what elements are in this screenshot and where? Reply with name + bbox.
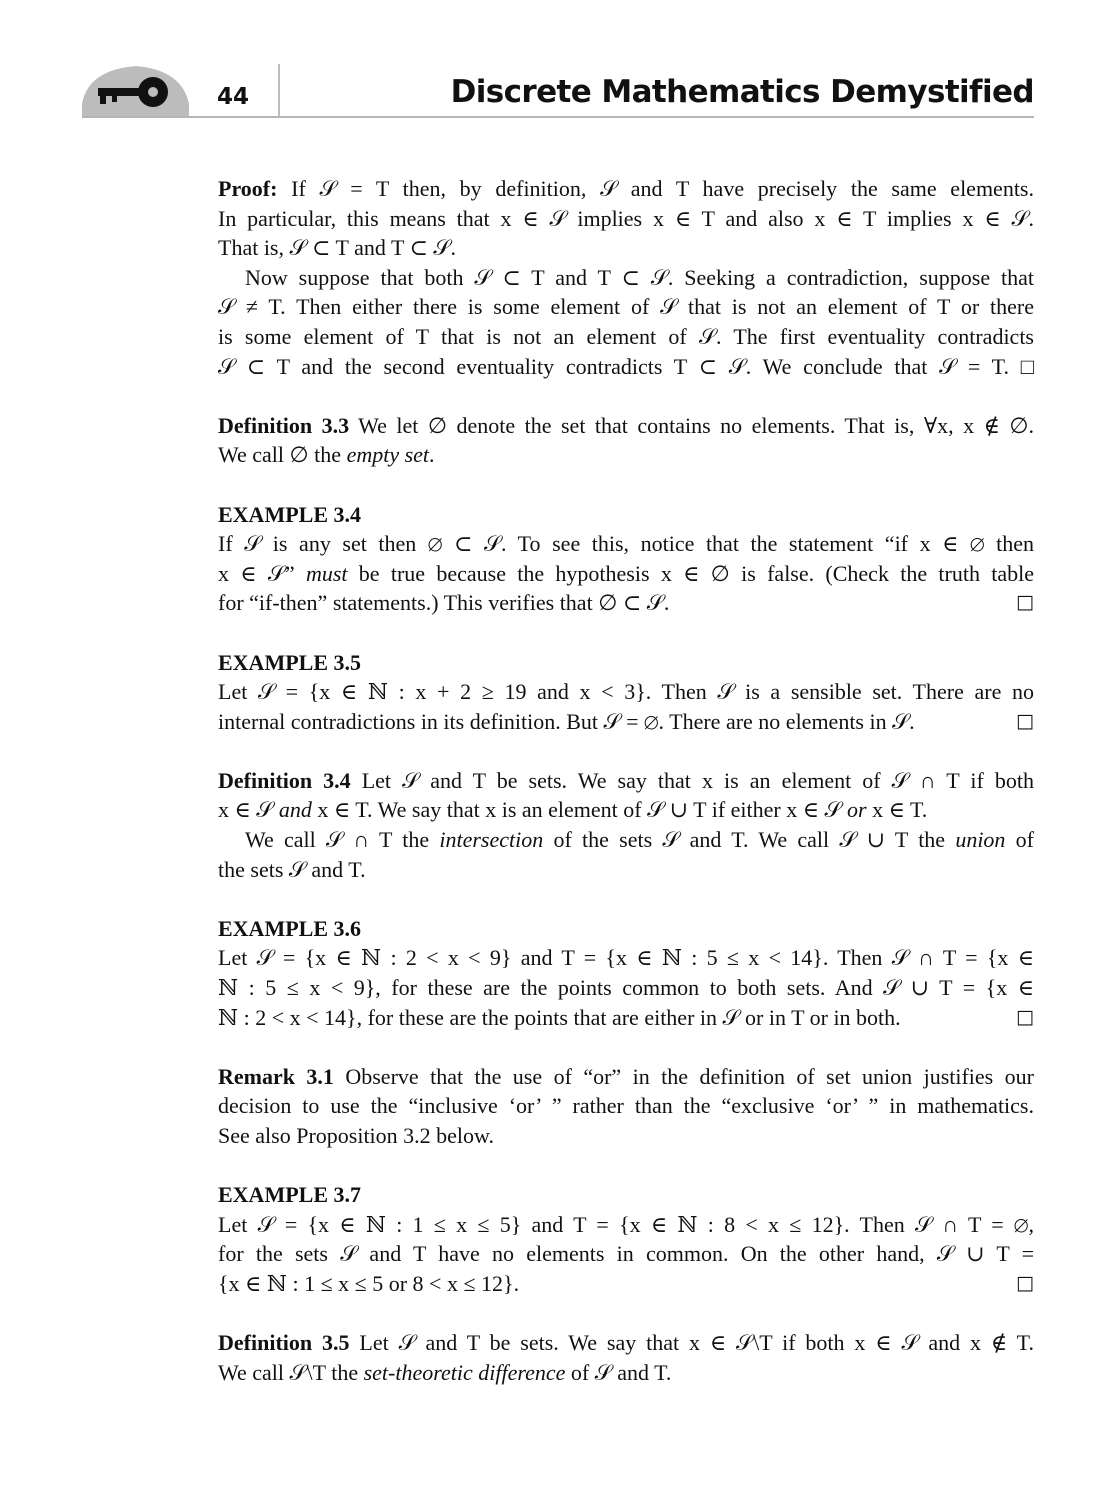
proof-line-3: That is, 𝒮 ⊂ T and T ⊂ 𝒮. <box>218 235 456 261</box>
definition-3-3-line-2: We call ∅ the empty set. <box>218 442 435 468</box>
example-3-6-heading: EXAMPLE 3.6 <box>218 915 361 941</box>
example-3-4-line-1: If 𝒮 is any set then ∅ ⊂ 𝒮. To see this, notice that the statement “if x ∈ ∅ then <box>218 531 1034 557</box>
term-empty-set: empty set <box>346 442 430 468</box>
example-3-5-heading: EXAMPLE 3.5 <box>218 649 361 675</box>
example-3-6-line-2: ℕ : 5 ≤ x < 9}, for these are the points common to both sets. And 𝒮 ∪ T = {x ∈ <box>218 975 1034 1001</box>
page-body <box>218 174 1034 1387</box>
qed-box: □ <box>1016 591 1034 614</box>
qed-box: □ <box>1016 1005 1034 1028</box>
remark-3-1-line-3: See also Proposition 3.2 below. <box>218 1123 494 1148</box>
running-header <box>82 64 1034 118</box>
example-3-7-heading: EXAMPLE 3.7 <box>218 1182 361 1208</box>
proof-line-1 <box>218 174 1034 204</box>
example-3-7-line-3: {x ∈ ℕ : 1 ≤ x ≤ 5 or 8 < x ≤ 12}. □ <box>218 1269 1034 1299</box>
proof-line-6: is some element of T that is not an element of 𝒮. The first eventuality contradicts <box>218 323 1034 349</box>
definition-3-4-line-3: We call 𝒮 ∩ T the intersection of the sets 𝒮 and T. We call 𝒮 ∪ T the union of <box>245 827 1034 853</box>
example-3-5-line-2: internal contradictions in its definition. But 𝒮 = ∅. There are no elements in 𝒮. □ <box>218 707 1034 737</box>
page-number: 44 <box>217 84 250 110</box>
definition-3-4-line-2: x ∈ 𝒮 and x ∈ T. We say that x is an element of 𝒮 ∪ T if either x ∈ 𝒮 or x ∈ T. <box>218 797 928 823</box>
example-3-6-line-1: Let 𝒮 = {x ∈ ℕ : 2 < x < 9} and T = {x ∈ ℕ : 5 ≤ x < 14}. Then 𝒮 ∩ T = {x ∈ <box>218 945 1034 971</box>
book-title: Discrete Mathematics Demystified <box>450 74 1034 110</box>
qed-box: □ <box>1016 709 1034 732</box>
definition-3-5-line-1: Definition 3.5 Let 𝒮 and T be sets. We say that x ∈ 𝒮\T if both x ∈ 𝒮 and x ∉ T. <box>218 1330 1034 1356</box>
proof-line-7: 𝒮 ⊂ T and the second eventuality contradicts T ⊂ 𝒮. We conclude that 𝒮 = T. □ <box>218 353 1034 379</box>
definition-3-3-line-1 <box>218 411 1034 441</box>
proof-label: Proof: <box>218 176 278 201</box>
definition-3-5-line-2: We call 𝒮\T the set-theoretic difference of 𝒮 and T. <box>218 1359 672 1385</box>
example-3-7-line-2: for the sets 𝒮 and T have no elements in common. On the other hand, 𝒮 ∪ T = <box>218 1241 1034 1267</box>
qed-box: □ <box>1016 1271 1034 1294</box>
term-set-theoretic-difference: set-theoretic difference <box>363 1359 566 1385</box>
example-3-5-line-1: Let 𝒮 = {x ∈ ℕ : x + 2 ≥ 19 and x < 3}. Then 𝒮 is a sensible set. There are no <box>218 679 1034 705</box>
definition-3-4-line-1: Definition 3.4 Let 𝒮 and T be sets. We say that x is an element of 𝒮 ∩ T if both <box>218 767 1034 793</box>
proof-text: If 𝒮 = T then, by definition, 𝒮 and T have precisely the same elements. <box>277 176 1034 201</box>
example-3-7-line-1: Let 𝒮 = {x ∈ ℕ : 1 ≤ x ≤ 5} and T = {x ∈ ℕ : 8 < x ≤ 12}. Then 𝒮 ∩ T = ∅, <box>218 1211 1034 1237</box>
term-intersection: intersection <box>439 827 544 853</box>
example-3-4-line-2: x ∈ 𝒮” must be true because the hypothesis x ∈ ∅ is false. (Check the truth table <box>218 560 1034 586</box>
example-3-4-line-3: for “if-then” statements.) This verifies that ∅ ⊂ 𝒮. □ <box>218 588 1034 618</box>
example-3-6-line-3: ℕ : 2 < x < 14}, for these are the points that are either in 𝒮 or in T or in both. □ <box>218 1003 1034 1033</box>
example-3-4-heading: EXAMPLE 3.4 <box>218 501 361 527</box>
definition-3-4-line-4: the sets 𝒮 and T. <box>218 856 366 882</box>
header-rule <box>82 116 1034 118</box>
proof-line-2: In particular, this means that x ∈ 𝒮 implies x ∈ T and also x ∈ T implies x ∈ 𝒮. <box>218 205 1034 231</box>
definition-text: We let ∅ denote the set that contains no elements. That is, ∀x, x ∉ ∅. <box>349 412 1034 438</box>
remark-3-1-line-2: decision to use the “inclusive ‘or’ ” rather than the “exclusive ‘or’ ” in mathematics. <box>218 1093 1034 1119</box>
definition-label: Definition 3.3 <box>218 412 350 438</box>
remark-3-1-line-1: Remark 3.1 Observe that the use of “or” in the definition of set union justifies our <box>218 1063 1035 1089</box>
proof-line-4: Now suppose that both 𝒮 ⊂ T and T ⊂ 𝒮. Seeking a contradiction, suppose that <box>245 264 1034 290</box>
key-icon <box>82 64 189 118</box>
proof-line-5: 𝒮 ≠ T. Then either there is some element of 𝒮 that is not an element of T or there <box>218 294 1034 320</box>
term-union: union <box>955 827 1006 853</box>
header-divider <box>278 64 280 116</box>
